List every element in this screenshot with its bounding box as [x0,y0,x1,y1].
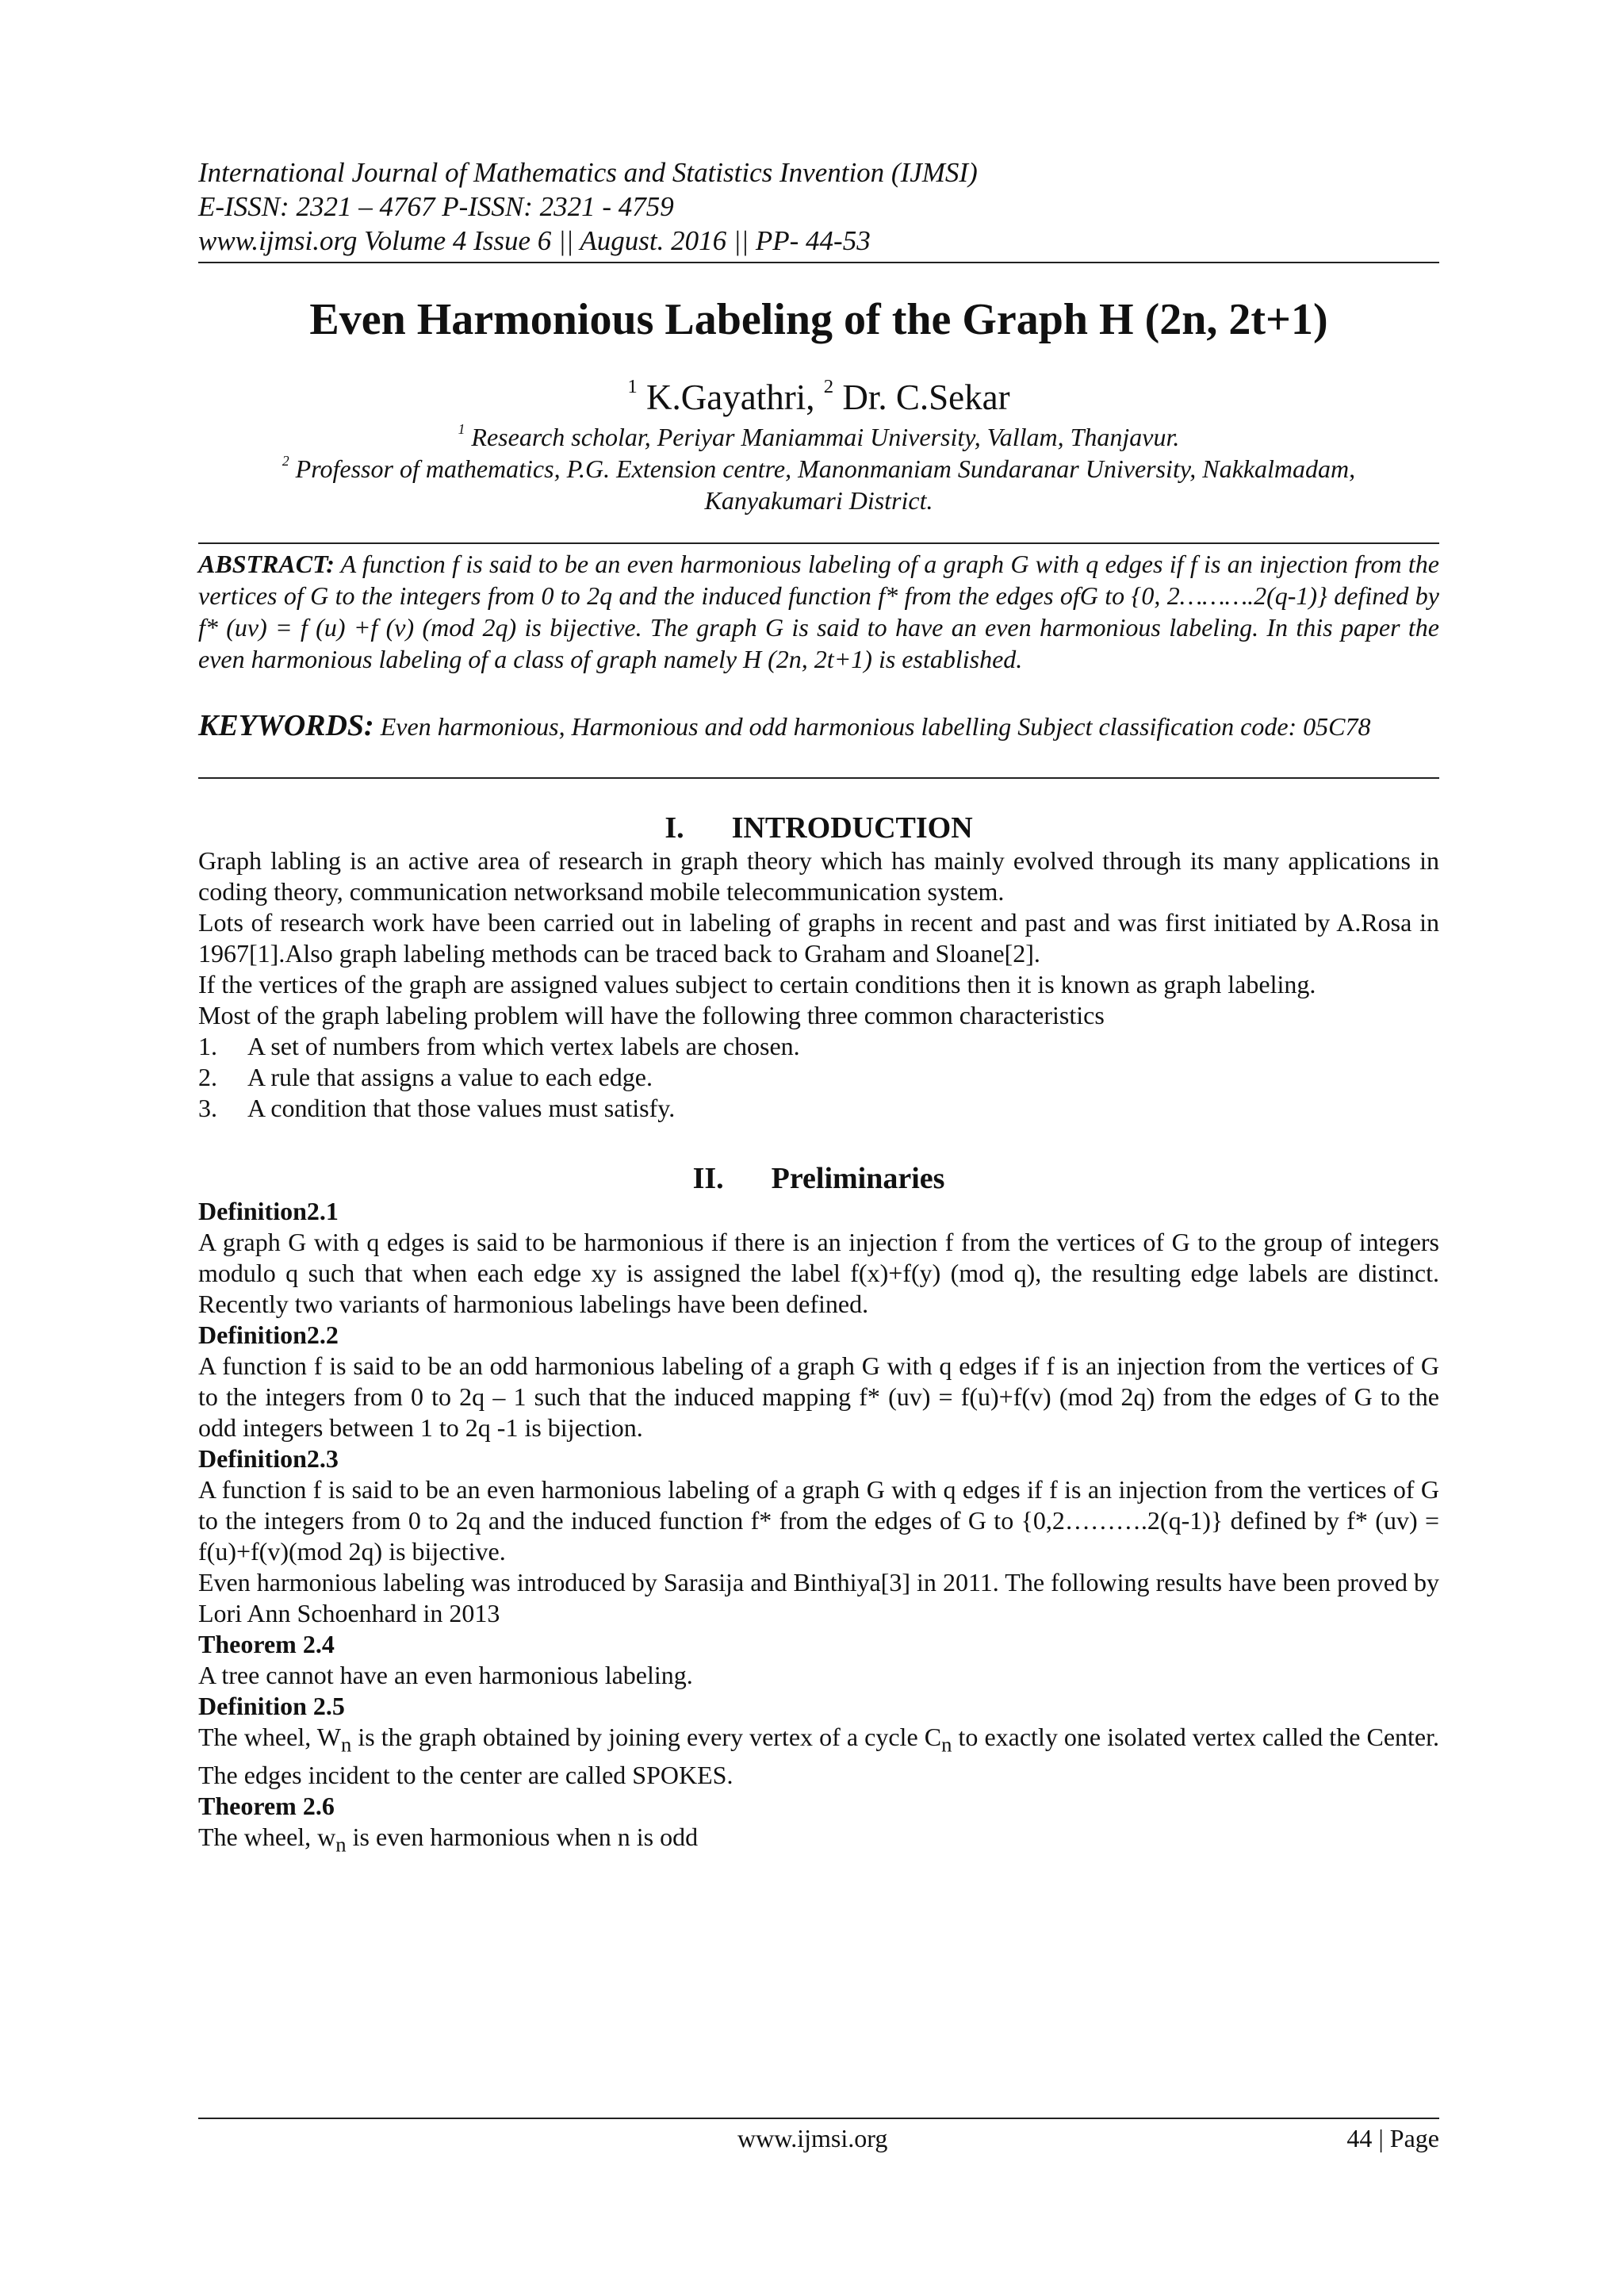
section-title: INTRODUCTION [731,811,973,845]
authors [198,375,1439,420]
introduction-body [198,845,1439,1031]
list-item [198,1062,1439,1093]
list-text: A set of numbers from which vertex labels are chosen. [247,1032,800,1060]
author1-name: K.Gayathri, [646,378,815,417]
affiliation-2-cont: Kanyakumari District. [704,486,933,515]
abstract-text: A function f is said to be an even harmonious labeling of a graph G with q edges if f is an injection from the vertices of G to the integers from 0 to 2q and the induced function f* from the edges ofG to {0, 2……….2(q-1)} defined by f* (uv) = f (u) +f (v) (mod 2q) is bijective. The graph G is said to have an even harmonious labeling. In this paper the even harmonious labeling of a class of graph namely H (2n, 2t+1) is established. [198,550,1440,673]
journal-volume: www.ijmsi.org Volume 4 Issue 6 || August. 2016 || PP- 44-53 [198,225,871,256]
history-paragraph: Even harmonious labeling was introduced by Sarasija and Binthiya[3] in 2011. The following results have been proved by Lori Ann Schoenhard in 2013 [198,1568,1439,1627]
footer-page-number: 44 | Page [1346,2124,1439,2152]
theorem-2-6-heading: Theorem 2.6 [198,1792,335,1821]
affiliation-1 [198,421,1439,453]
journal-issn: E-ISSN: 2321 – 4767 P-ISSN: 2321 - 4759 [198,191,674,222]
section-introduction-heading [198,811,1439,845]
affiliation-2-mark: 2 [282,453,289,470]
abstract [198,548,1439,675]
theorem-2-4-text: A tree cannot have an even harmonious labeling. [198,1661,693,1689]
list-item [198,1093,1439,1124]
list-number: 3. [198,1094,217,1122]
footer-rule [198,2118,1439,2119]
section-preliminaries-heading [198,1161,1439,1196]
footer-url: www.ijmsi.org [737,2124,888,2152]
definition-2-1-heading: Definition2.1 [198,1197,339,1225]
text-span: is even harmonious when n is odd [346,1823,699,1852]
theorem-2-6-text [198,1822,1439,1860]
subscript: n [335,1832,347,1857]
affiliation-1-mark: 1 [458,421,465,438]
abstract-bottom-rule [198,777,1439,779]
paper-title: Even Harmonious Labeling of the Graph H (2n, 2t+1) [309,295,1328,344]
definition-2-2-text: A function f is said to be an odd harmonious labeling of a graph G with q edges if f is an injection from the vertices of G to the integers from 0 to 2q – 1 such that the induced mapping f* (uv) = f(u)+f(v) (mod 2q) from the edges of G to the odd integers between 1 to 2q -1 is bijection. [198,1351,1439,1442]
definition-2-2-heading: Definition2.2 [198,1320,339,1349]
definition-2-1-text: A graph G with q edges is said to be harmonious if there is an injection f from the vertices of G to the group of integers modulo q such that when each edge xy is assigned the label f(x)+f(y) (mod q), the resulting edge labels are distinct. Recently two variants of harmonious labelings have been defined. [198,1228,1439,1318]
author2-name: Dr. C.Sekar [842,378,1010,417]
definition-2-3-heading: Definition2.3 [198,1444,339,1473]
abstract-label: ABSTRACT: [198,550,335,578]
definition-2-5-heading: Definition 2.5 [198,1692,345,1720]
affiliation-2 [198,453,1439,485]
definition-2-5-text [198,1722,1439,1791]
journal-name: International Journal of Mathematics and Statistics Invention (IJMSI) [198,157,978,188]
list-number: 2. [198,1063,217,1091]
characteristics-list [198,1031,1439,1124]
list-number: 1. [198,1032,217,1060]
subscript: n [941,1732,952,1757]
keywords [198,710,1439,742]
intro-paragraph-1: Graph labling is an active area of research in graph theory which has mainly evolved through its many applications in coding theory, communication networksand mobile telecommunication system. [198,846,1439,906]
keywords-text: Even harmonious, Harmonious and odd harmonious labelling Subject classification code: 05C78 [380,712,1371,741]
intro-paragraph-3: If the vertices of the graph are assigned values subject to certain conditions then it is known as graph labeling. [198,970,1316,999]
text-span: The wheel, w [198,1823,336,1852]
header-rule [198,262,1439,263]
affiliation-2-text: Professor of mathematics, P.G. Extension centre, Manonmaniam Sundaranar University, Nakkalmadam, [295,454,1356,483]
intro-paragraph-2: Lots of research work have been carried out in labeling of graphs in recent and past and was first initiated by A.Rosa in 1967[1].Also graph labeling methods can be traced back to Graham and Sloane[2]. [198,908,1439,968]
theorem-2-4-heading: Theorem 2.4 [198,1630,335,1658]
list-item [198,1031,1439,1062]
subscript: n [340,1732,352,1757]
preliminaries-body [198,1196,1439,1861]
section-number: I. [665,811,684,845]
affiliation-1-text: Research scholar, Periyar Maniammai University, Vallam, Thanjavur. [471,423,1180,451]
section-number: II. [692,1162,724,1195]
list-text: A condition that those values must satisfy. [247,1094,676,1122]
definition-2-3-text: A function f is said to be an even harmonious labeling of a graph G with q edges if f is an injection from the vertices of G to the integers from 0 to 2q and the induced function f* from the edges of G to {0,2……….2(q-1)} defined by f* (uv) = f(u)+f(v)(mod 2q) is bijective. [198,1475,1439,1566]
keywords-label: KEYWORDS: [198,709,374,742]
text-span: to exactly one isolated vertex called the Center. The edges incident to the center are called SPOKES. [198,1723,1440,1790]
section-title: Preliminaries [771,1162,945,1195]
abstract-top-rule [198,542,1439,544]
text-span: is the graph obtained by joining every vertex of a cycle C [351,1723,942,1751]
journal-header [198,155,1439,258]
author1-mark: 1 [627,375,638,397]
intro-paragraph-4: Most of the graph labeling problem will have the following three common characteristics [198,1001,1105,1029]
author2-mark: 2 [823,375,834,397]
list-text: A rule that assigns a value to each edge. [247,1063,653,1091]
text-span: The wheel, W [198,1723,341,1751]
